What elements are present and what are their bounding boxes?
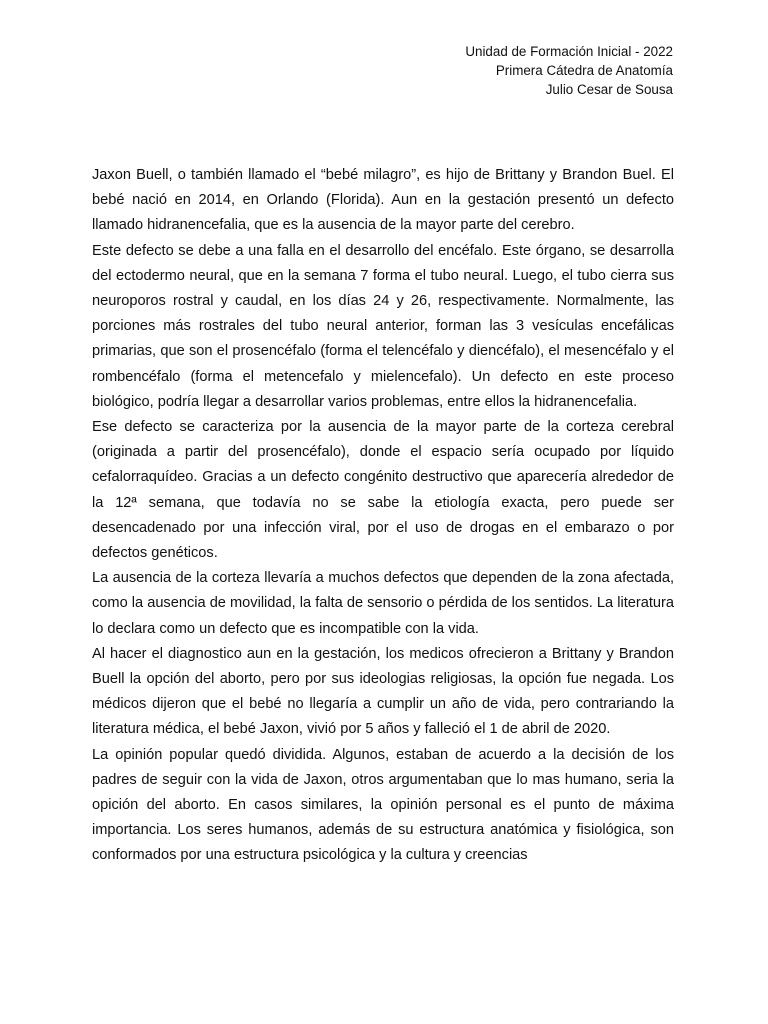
paragraph-consequences: La ausencia de la corteza llevaría a muchos defectos que dependen de la zona afectada, como la ausencia de movilidad, la falta de sensorio o pérdida de los sentidos. La literatura lo declara como un defecto que es incompatible con la vida. [92, 570, 674, 637]
header-department: Primera Cátedra de Anatomía [495, 63, 673, 78]
paragraph-diagnosis: Al hacer el diagnostico aun en la gestación, los medicos ofrecieron a Brittany y Brandon Buell la opción del aborto, pero por sus ideologias religiosas, la opción fue negada. Los médicos dijeron que el bebé no llegaría a cumplir un año de vida, pero contrariando la literatura médica, el bebé Jaxon, vivió por 5 años y falleció el 1 de abril de 2020. [92, 645, 674, 738]
paragraph-intro: Jaxon Buell, o también llamado el “bebé milagro”, es hijo de Brittany y Brandon Buel. El bebé nació en 2014, en Orlando (Florida). Aun en la gestación presentó un defecto llamado hidranencefalia, que es la ausencia de la mayor parte del cerebro. [92, 167, 674, 234]
header-author: Julio Cesar de Sousa [545, 82, 673, 97]
header-course-unit: Unidad de Formación Inicial - 2022 [465, 44, 673, 59]
document-header [465, 42, 673, 99]
paragraph-characteristics: Ese defecto se caracteriza por la ausencia de la mayor parte de la corteza cerebral (originada a partir del prosencéfalo), donde el espacio sería ocupado por líquido cefalorraquídeo. Gracias a un defecto congénito destructivo que aparecería alrededor de la 12ª semana, que todavía no se sabe la etiología exacta, pero puede ser desencadenado por una infección viral, por el uso de drogas en el embarazo o por defectos genéticos. [92, 419, 674, 562]
paragraph-opinion: La opinión popular quedó dividida. Algunos, estaban de acuerdo a la decisión de los padres de seguir con la vida de Jaxon, otros argumentaban que lo mas humano, seria la opición del aborto. En casos similares, la opinión personal es el punto de máxima importancia. Los seres humanos, además de su estructura anatómica y fisiológica, son conformados por una estructura psicológica y la cultura y creencias [92, 746, 674, 864]
paragraph-development: Este defecto se debe a una falla en el desarrollo del encéfalo. Este órgano, se desarrolla del ectodermo neural, que en la semana 7 forma el tubo neural. Luego, el tubo cierra sus neuroporos rostral y caudal, en los días 24 y 26, respectivamente. Normalmente, las porciones más rostrales del tubo neural anterior, forman las 3 vesículas encefálicas primarias, que son el prosencéfalo (forma el telencéfalo y diencéfalo), el mesencéfalo y el rombencéfalo (forma el metencefalo y mielencefalo). Un defecto en este proceso biológico, podría llegar a desarrollar varios problemas, entre ellos la hidranencefalia. [92, 242, 674, 410]
document-body [92, 163, 674, 869]
